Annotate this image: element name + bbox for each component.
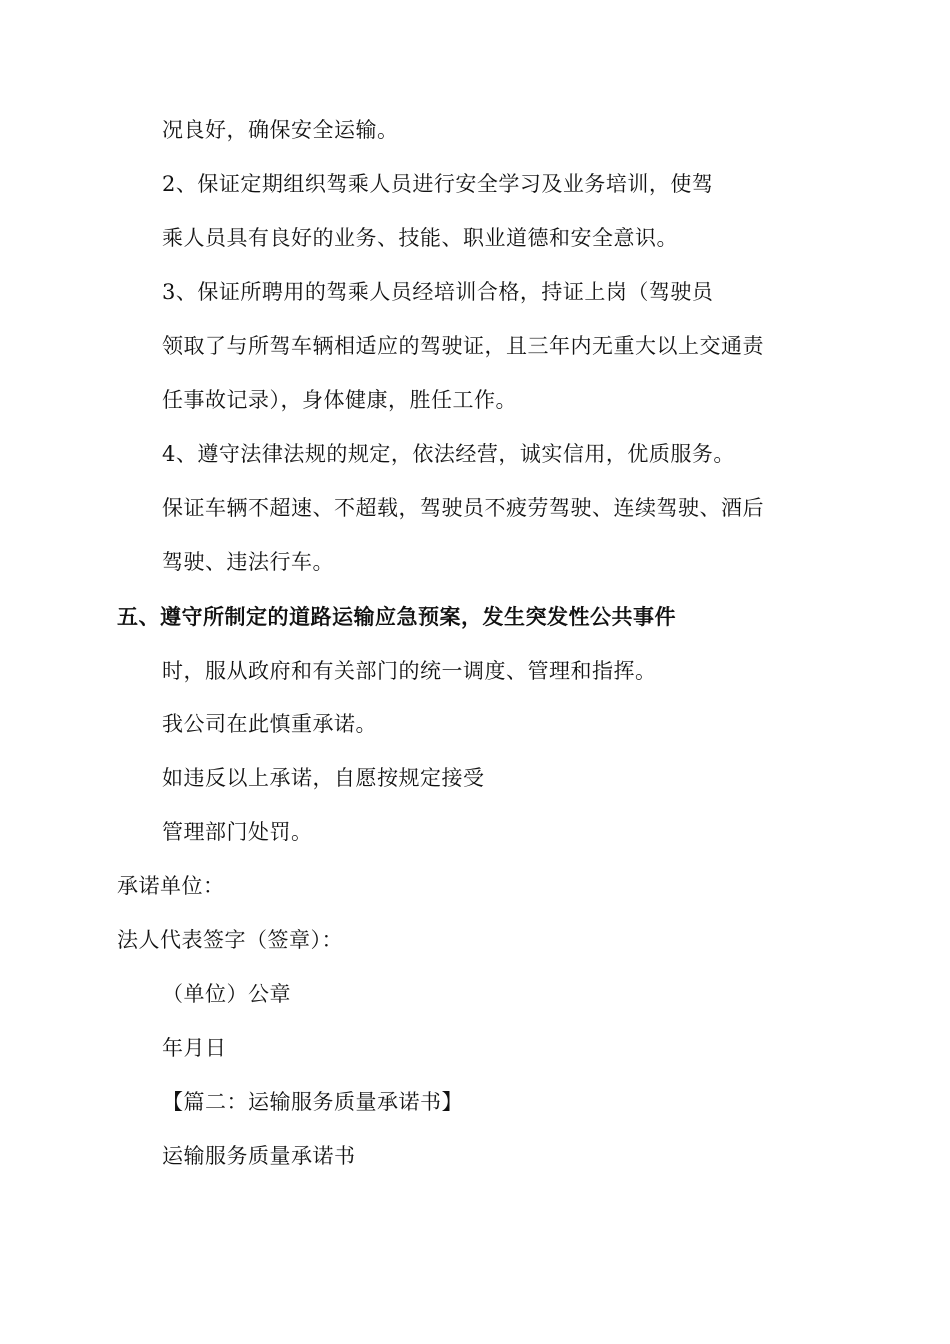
chapter-title: 【篇二：运输服务质量承诺书】 — [162, 1090, 463, 1114]
paragraph-line: 管理部门处罚。 — [162, 820, 313, 844]
legal-rep-signature-label: 法人代表签字（签章）： — [117, 928, 343, 952]
paragraph-line: 如违反以上承诺，自愿按规定接受 — [162, 766, 485, 790]
seal-label: （单位）公章 — [162, 982, 291, 1006]
paragraph-line: 保证车辆不超速、不超载，驾驶员不疲劳驾驶、连续驾驶、酒后 — [162, 496, 764, 520]
pledge-unit-label: 承诺单位： — [117, 874, 225, 898]
paragraph-line: 任事故记录），身体健康，胜任工作。 — [162, 388, 517, 412]
paragraph-line: 2、保证定期组织驾乘人员进行安全学习及业务培训，使驾 — [162, 172, 714, 196]
paragraph-line: 时，服从政府和有关部门的统一调度、管理和指挥。 — [162, 659, 657, 683]
document-title: 运输服务质量承诺书 — [162, 1144, 356, 1168]
paragraph-line: 我公司在此慎重承诺。 — [162, 712, 377, 736]
paragraph-line: 驾驶、违法行车。 — [162, 550, 334, 574]
paragraph-line: 况良好，确保安全运输。 — [162, 118, 399, 142]
paragraph-line: 领取了与所驾车辆相适应的驾驶证，且三年内无重大以上交通责 — [162, 334, 764, 358]
paragraph-line: 乘人员具有良好的业务、技能、职业道德和安全意识。 — [162, 226, 678, 250]
paragraph-line: 4、遵守法律法规的规定，依法经营，诚实信用，优质服务。 — [162, 442, 735, 466]
paragraph-line: 3、保证所聘用的驾乘人员经培训合格，持证上岗（驾驶员 — [162, 280, 714, 304]
date-label: 年月日 — [162, 1036, 227, 1060]
section-heading: 五、遵守所制定的道路运输应急预案，发生突发性公共事件 — [117, 605, 676, 629]
